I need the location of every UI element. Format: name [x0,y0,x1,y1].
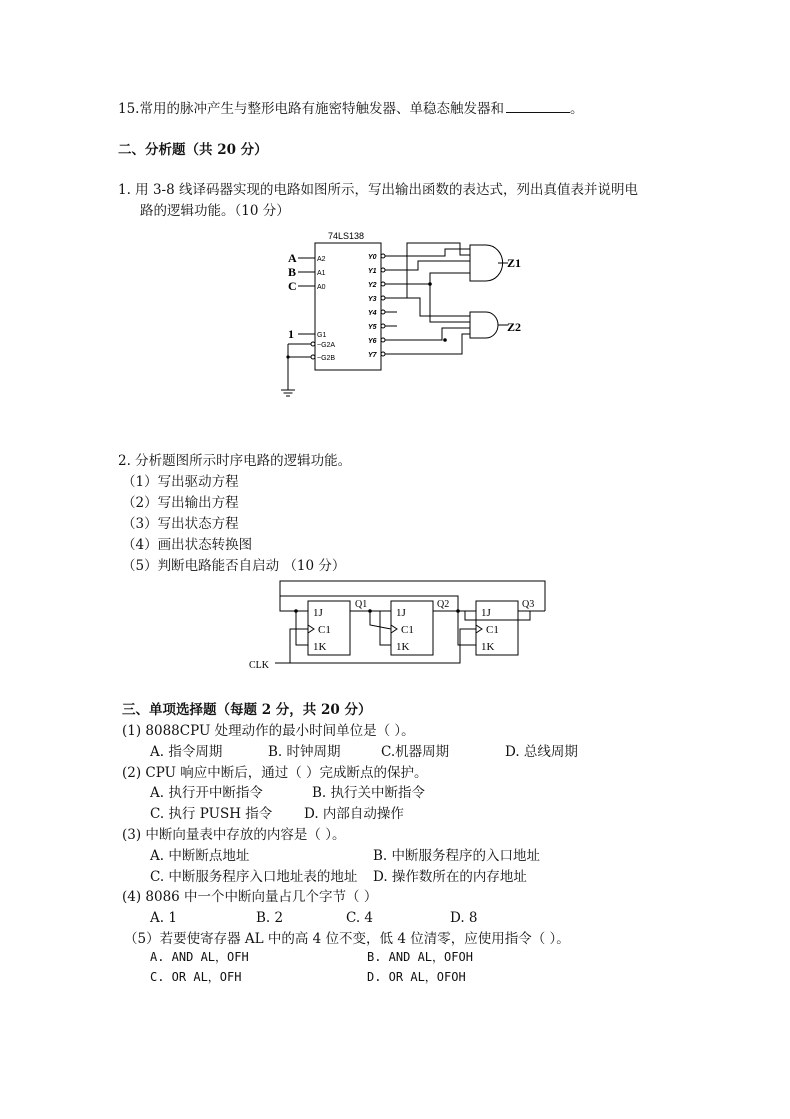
mc-q1-option-a: A. 指令周期 [150,744,223,760]
ff2-j: 1J [396,607,406,619]
pin-g1: G1 [317,332,327,339]
mc-q4-option-c: C. 4 [346,910,374,926]
ff1-j: 1J [313,607,323,619]
ff3-j: 1J [481,607,491,619]
ff2-k: 1K [396,641,410,653]
mc-question-5: （5）若要使寄存器 AL 中的高 4 位不变，低 4 位清零，应使用指令（ ）。 [124,931,570,947]
output-y6: Y6 [368,338,377,345]
output-y1: Y1 [368,268,377,275]
question-15-text: 15.常用的脉冲产生与整形电路有施密特触发器、单稳态触发器和 [118,101,504,117]
output-y0: Y0 [368,254,377,261]
output-y4: Y4 [368,310,377,317]
mc-q1-option-d: D. 总线周期 [505,744,578,760]
pin-g2b: ~G2B [317,355,336,362]
output-z2-label: Z2 [507,320,522,334]
pin-a0: A0 [317,284,326,291]
mc-question-4: (4) 8086 中一个中断向量占几个字节（ ） [122,889,378,905]
decoder-circuit-figure [270,228,540,403]
and-gate-z1 [470,245,503,281]
q1-label: Q1 [355,599,368,610]
question-15-end: 。 [569,101,584,117]
pin-g2a: ~G2A [317,342,336,349]
mc-q2-option-d: D. 内部自动操作 [304,806,404,822]
mc-q1-option-b: B. 时钟周期 [268,744,341,760]
clk-label: CLK [249,660,269,671]
problem-2-item-2: （2）写出输出方程 [122,495,239,511]
mc-q1-option-c: C.机器周期 [381,744,450,760]
and-gate-z2 [470,312,498,338]
mc-question-1: (1) 8088CPU 处理动作的最小时间单位是（ ）。 [122,723,415,739]
problem-2-item-4: （4）画出状态转换图 [122,537,253,553]
output-y7: Y7 [368,352,377,359]
sequential-circuit-figure [245,575,555,675]
output-z1-label: Z1 [507,256,522,270]
mc-q2-option-a: A. 执行开中断指令 [150,785,263,801]
mc-q4-option-a: A. 1 [150,910,177,926]
section-3-title: 三、单项选择题（每题 2 分，共 20 分） [122,702,372,718]
mc-q2-option-c: C. 执行 PUSH 指令 [150,806,273,822]
mc-q3-option-b: B. 中断服务程序的入口地址 [373,848,541,864]
mc-q5-option-b: B. AND AL，OFOH [367,950,473,964]
mc-q3-option-c: C. 中断服务程序入口地址表的地址 [150,869,358,885]
ff2-c: C1 [401,624,414,636]
mc-question-3: (3) 中断向量表中存放的内容是（ ）。 [122,827,346,843]
output-y5: Y5 [368,324,377,331]
mc-question-2: (2) CPU 响应中断后，通过（ ）完成断点的保护。 [122,765,428,781]
q3-label: Q3 [522,599,535,610]
mc-q4-option-b: B. 2 [256,910,284,926]
pin-a2: A2 [317,256,326,263]
section-2-title: 二、分析题（共 20 分） [118,142,268,158]
mc-q4-option-d: D. 8 [450,910,478,926]
ff3-k: 1K [481,641,495,653]
problem-2-item-1: （1）写出驱动方程 [122,474,239,490]
chip-label: 74LS138 [328,231,365,241]
answer-blank [506,100,570,113]
ff3-c: C1 [486,624,499,636]
problem-1-line2: 路的逻辑功能。（10 分） [140,203,290,219]
problem-2-item-3: （3）写出状态方程 [122,516,239,532]
input-c: C [288,279,297,293]
output-y2: Y2 [368,282,377,289]
input-one: 1 [288,327,294,341]
input-b: B [288,265,297,279]
mc-q2-option-b: B. 执行关中断指令 [312,785,426,801]
mc-q5-option-c: C. OR AL，OFH [150,970,242,984]
ff1-c: C1 [318,624,331,636]
q2-label: Q2 [437,599,450,610]
ff1-k: 1K [313,641,327,653]
mc-q3-option-d: D. 操作数所在的内存地址 [373,869,527,885]
output-y3: Y3 [368,296,377,303]
problem-2-intro: 2. 分析题图所示时序电路的逻辑功能。 [118,453,352,469]
problem-2-item-5: （5）判断电路能否自启动 （10 分） [122,558,346,574]
mc-q5-option-a: A. AND AL，OFH [150,950,249,964]
pin-a1: A1 [317,270,326,277]
mc-q3-option-a: A. 中断断点地址 [150,848,250,864]
mc-q5-option-d: D. OR AL，OFOH [367,970,466,984]
problem-1-line1: 1. 用 3-8 线译码器实现的电路如图所示，写出输出函数的表达式，列出真值表并说明电 [118,182,638,198]
question-15 [118,100,583,118]
input-a: A [288,251,297,265]
